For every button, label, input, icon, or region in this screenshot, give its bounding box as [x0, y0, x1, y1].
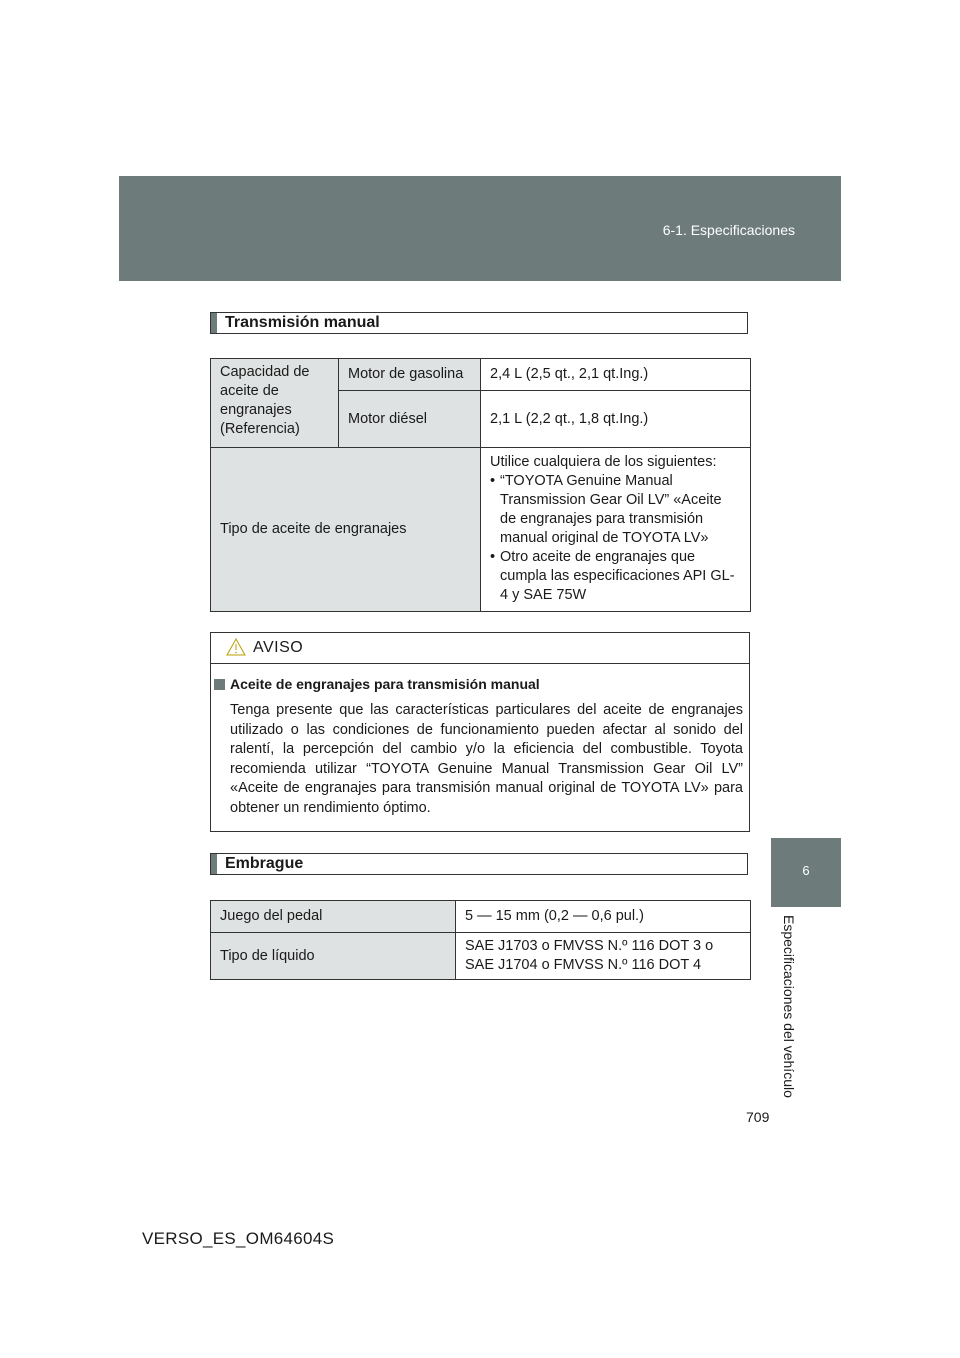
capacity-diesel: 2,1 L (2,2 qt., 1,8 qt.Ing.) — [481, 391, 751, 448]
chapter-label: Especificaciones del vehículo — [781, 915, 797, 1098]
chapter-tab — [771, 838, 841, 907]
capacity-gasoline: 2,4 L (2,5 qt., 2,1 qt.Ing.) — [481, 359, 751, 391]
oil-type-value — [481, 448, 751, 612]
table-row — [211, 901, 751, 933]
header-band — [119, 176, 841, 281]
notice-subtitle: Aceite de engranajes para transmisión manual — [214, 676, 540, 692]
oil-type-label: Tipo de aceite de engranajes — [211, 448, 481, 612]
clutch-heading: Embrague — [210, 853, 748, 875]
list-item: • “TOYOTA Genuine Manual Transmission Gear Oil LV” «Aceite de engranajes para transmisión manual original de TOYOTA LV» — [490, 472, 741, 548]
manual-transmission-heading: Transmisión manual — [210, 312, 748, 334]
chapter-number: 6 — [802, 863, 810, 878]
notice-box — [210, 632, 750, 832]
notice-body: Tenga presente que las características particulares del aceite de engranajes utilizado o las condiciones de funcionamiento pueden afectar al sonido del ralentí, la percepción del cambio y/o la eficiencia del combustible. Toyota recomienda utilizar “TOYOTA Genuine Manual Transmission Gear Oil LV” «Aceite de engranajes para transmisión manual original de TOYOTA LV» para obtener un rendimiento óptimo. — [230, 702, 743, 816]
engine-diesel: Motor diésel — [339, 391, 481, 448]
square-bullet-icon — [214, 679, 225, 690]
fluid-type-label: Tipo de líquido — [211, 933, 456, 980]
manual-transmission-table — [210, 358, 751, 612]
pedal-play-label: Juego del pedal — [211, 901, 456, 933]
warning-triangle-icon — [226, 638, 246, 656]
page-number: 709 — [746, 1109, 770, 1125]
capacity-label: Capacidad de aceite de engranajes (Referencia) — [211, 359, 339, 448]
table-row — [211, 933, 751, 980]
oil-type-options — [490, 472, 741, 605]
oil-type-intro: Utilice cualquiera de los siguientes: — [490, 454, 717, 470]
table-row — [211, 359, 751, 391]
notice-label: AVISO — [253, 639, 304, 656]
list-item: • Otro aceite de engranajes que cumpla las especificaciones API GL-4 y SAE 75W — [490, 548, 741, 605]
fluid-type-value: SAE J1703 o FMVSS N.º 116 DOT 3 o SAE J1704 o FMVSS N.º 116 DOT 4 — [456, 933, 751, 980]
pedal-play-value: 5 — 15 mm (0,2 — 0,6 pul.) — [456, 901, 751, 933]
notice-header — [211, 633, 749, 664]
section-title: 6-1. Especificaciones — [662, 222, 795, 238]
table-row — [211, 448, 751, 612]
clutch-table — [210, 900, 751, 980]
engine-gasoline: Motor de gasolina — [339, 359, 481, 391]
document-code: VERSO_ES_OM64604S — [142, 1229, 335, 1248]
